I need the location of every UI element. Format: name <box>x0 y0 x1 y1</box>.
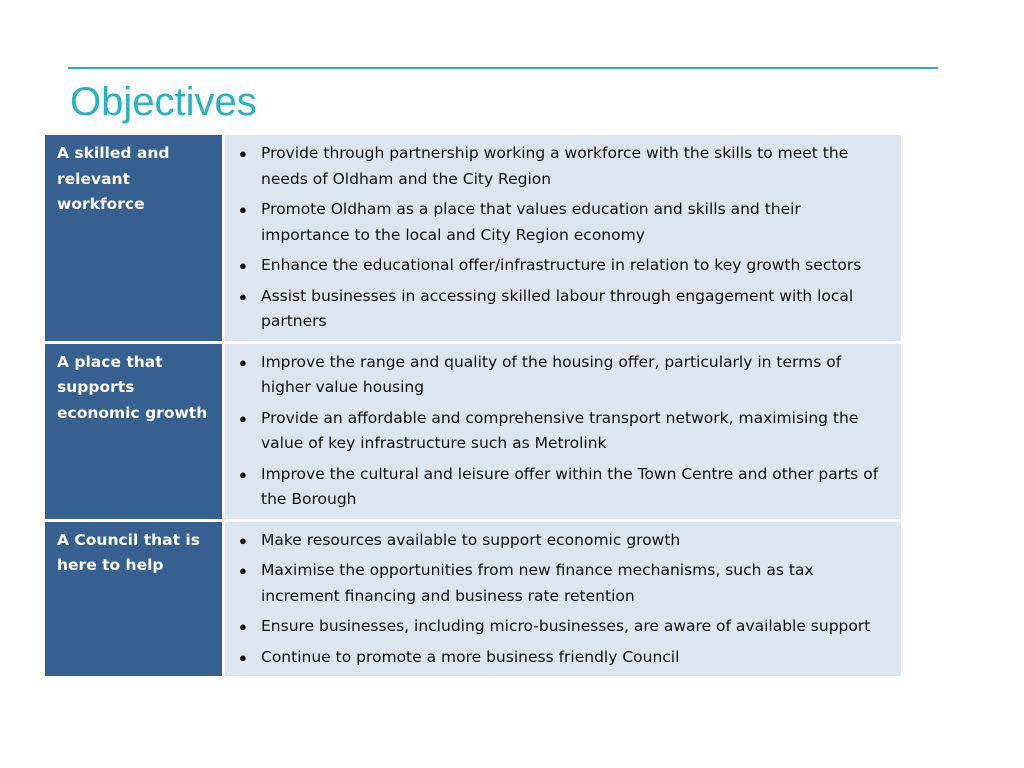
objective-label-cell <box>45 522 225 677</box>
objective-label: A place that supports economic growth <box>57 352 208 422</box>
bullet-text: Promote Oldham as a place that values education and skills and their importance to the local and City Region economy <box>261 200 801 244</box>
list-item <box>235 462 887 513</box>
list-item <box>235 284 887 335</box>
table-row <box>45 344 901 522</box>
bullet-icon: ● <box>239 649 247 665</box>
bullet-icon: ● <box>239 563 247 578</box>
bullet-text: Improve the cultural and leisure offer within the Town Centre and other parts of the Borough <box>261 464 879 508</box>
list-item <box>235 558 887 609</box>
list-item <box>235 253 887 279</box>
bullet-text: Provide an affordable and comprehensive transport network, maximising the value of key infrastructure such as Metrolink <box>261 408 859 452</box>
bullet-icon: ● <box>239 466 247 482</box>
objective-label-cell <box>45 344 225 519</box>
bullet-icon: ● <box>239 354 247 370</box>
bullet-text: Improve the range and quality of the housing offer, particularly in terms of higher value housing <box>261 352 842 396</box>
table-row <box>45 135 901 344</box>
objective-label-cell <box>45 135 225 341</box>
objective-label: A skilled and relevant workforce <box>57 144 170 213</box>
bullet-text: Make resources available to support economic growth <box>261 530 681 549</box>
bullet-icon: ● <box>239 288 247 304</box>
objective-bullets-cell <box>225 135 901 341</box>
list-item <box>235 645 887 671</box>
bullet-icon: ● <box>239 410 247 426</box>
objective-bullets-cell <box>225 344 901 519</box>
list-item <box>235 406 887 457</box>
objectives-table <box>45 135 901 676</box>
list-item <box>235 197 887 248</box>
bullet-icon: ● <box>239 258 247 273</box>
list-item <box>235 614 887 640</box>
bullet-text: Ensure businesses, including micro-businesses, are aware of available support <box>261 617 871 635</box>
bullet-text: Provide through partnership working a workforce with the skills to meet the needs of Oldham and the City Region <box>261 144 849 188</box>
list-item <box>235 350 887 401</box>
objective-bullets-cell <box>225 522 901 677</box>
bullet-icon: ● <box>239 202 247 217</box>
bullet-icon: ● <box>239 532 247 548</box>
objective-label: A Council that is here to help <box>57 530 200 574</box>
table-row <box>45 522 901 677</box>
list-item <box>235 528 887 554</box>
bullet-icon: ● <box>239 146 247 161</box>
bullet-text: Enhance the educational offer/infrastructure in relation to key growth sectors <box>261 256 862 274</box>
bullet-text: Continue to promote a more business friendly Council <box>261 647 680 666</box>
page-title: Objectives <box>70 80 257 124</box>
bullet-text: Maximise the opportunities from new finance mechanisms, such as tax increment financing and business rate retention <box>261 561 814 605</box>
title-divider-line <box>68 67 938 69</box>
list-item <box>235 141 887 192</box>
bullet-icon: ● <box>239 619 247 634</box>
bullet-text: Assist businesses in accessing skilled labour through engagement with local partners <box>261 286 854 330</box>
